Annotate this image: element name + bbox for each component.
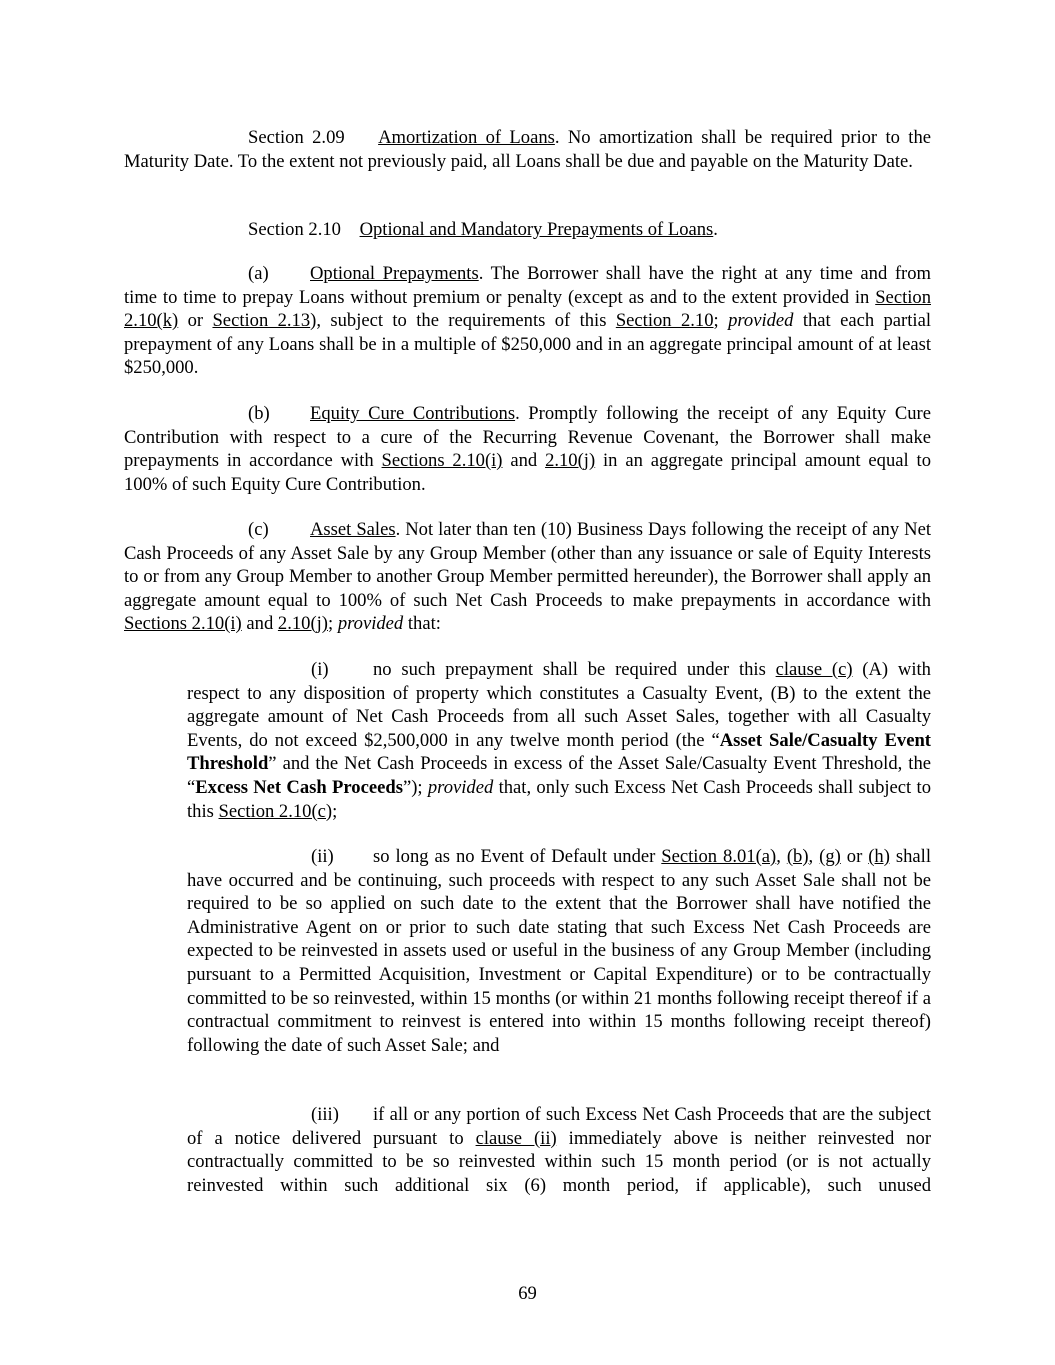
section-2-10-heading: Section 2.10 xyxy=(248,219,341,240)
section-2-09-heading: Section 2.09 xyxy=(248,127,345,148)
clause-c-ii-label: (ii) xyxy=(311,846,334,867)
paragraph-b-title: Equity Cure Contributions xyxy=(310,403,516,424)
cross-reference: Section 8.01(a) xyxy=(661,846,777,867)
clause-c-iii-label: (iii) xyxy=(311,1104,339,1125)
section-2-09-title: Amortization of Loans xyxy=(378,127,555,148)
provided-term: provided xyxy=(427,776,494,798)
paragraph-c-title: Asset Sales xyxy=(310,519,396,540)
cross-reference: clause (c) xyxy=(775,659,853,680)
section-2-09-text: . No amortization shall be required prior to the Maturity Date. To the extent not previously paid, all Loans shall be due and payable on the Maturity Date. xyxy=(124,127,931,172)
provided-term: provided xyxy=(728,310,794,332)
paragraph-b-label: (b) xyxy=(248,403,270,424)
cross-reference: (b) xyxy=(786,846,809,867)
paragraph-a-label: (a) xyxy=(248,263,269,284)
cross-reference: (h) xyxy=(868,846,890,867)
cross-reference: (g) xyxy=(819,846,841,867)
defined-term: Asset Sale/Casualty Event Threshold xyxy=(187,729,931,775)
paragraph-b: (b) Equity Cure Contributions. Promptly following the receipt of any Equity Cure Contribution with respect to a cure of the Recurring Revenue Covenant, the Borrower shall make prepayments in accordance with Sections 2.10(i) and 2.10(j) in an aggregate principal amount equal to 100% of such Equity Cure Contribution. xyxy=(124,403,931,495)
cross-reference: clause (ii) xyxy=(475,1127,557,1149)
paragraph-c: (c) Asset Sales. Not later than ten (10) Business Days following the receipt of any Net Cash Proceeds of any Asset Sale by any Group Member (other than any issuance or sale of Equity Interests to or from any Group Member to another Group Member permitted hereunder), the Borrower shall apply an aggregate amount equal to 100% of such Net Cash Proceeds to make prepayments in accordance with Sections 2.10(i) and 2.10(j); provided that: xyxy=(124,519,931,635)
paragraph-a-title: Optional Prepayments xyxy=(310,263,479,284)
clause-c-i-label: (i) xyxy=(311,659,329,680)
cross-reference: Section 2.13 xyxy=(212,310,311,332)
cross-reference: Sections 2.10(i) xyxy=(124,613,242,635)
cross-reference: Section 2.10(c); xyxy=(218,800,338,822)
clause-c-i: (i) no such prepayment shall be required under this clause (c) (A) with respect to any disposition of property which constitutes a Casualty Event, (B) to the extent the aggregate amount of Net Cash Proceeds from all such Asset Sales, together with all Casualty Events, do not exceed $2,500,000 in any twelve month period (the “Asset Sale/Casualty Event Threshold” and the Net Cash Proceeds in excess of the Asset Sale/Casualty Event Threshold, the “Excess Net Cash Proceeds”); provided that, only such Excess Net Cash Proceeds shall subject to this Section 2.10(c); xyxy=(187,659,931,822)
cross-reference: 2.10(j) xyxy=(545,450,596,472)
clause-c-ii: (ii) so long as no Event of Default under Section 8.01(a), (b), (g) or (h) shall have occurred and be continuing, such proceeds with respect to any such Asset Sale shall not be required to be so applied on such date to the extent that the Borrower shall have notified the Administrative Agent on or prior to such date stating that such Excess Net Cash Proceeds are expected to be reinvested in assets used or useful in the business of any Group Member (including pursuant to a Permitted Acquisition, Investment or Capital Expenditure) or to be contractually committed to be so reinvested, within 15 months (or within 21 months following receipt thereof if a contractual commitment to reinvest is entered into within 15 months following receipt thereof) following the date of such Asset Sale; and xyxy=(187,846,931,1056)
cross-reference: Section 2.10 xyxy=(615,310,714,332)
paragraph-c-label: (c) xyxy=(248,519,269,540)
cross-reference: 2.10(j) xyxy=(277,613,328,635)
cross-reference: Section 2.10(k) xyxy=(124,286,931,332)
cross-reference: Sections 2.10(i) xyxy=(381,450,503,472)
provided-term: provided xyxy=(337,613,404,635)
section-2-10-title: Optional and Mandatory Prepayments of Loans xyxy=(359,219,714,240)
page-number: 69 xyxy=(518,1283,537,1304)
defined-term: Excess Net Cash Proceeds xyxy=(195,776,403,798)
clause-c-iii: (iii) if all or any portion of such Excess Net Cash Proceeds that are the subject of a notice delivered pursuant to clause (ii) immediately above is neither reinvested nor contractually committed to be so reinvested within such 15 month period (or is not actually reinvested within such additional six (6) month period, if applicable), such unused xyxy=(187,1104,932,1196)
paragraph-a: (a) Optional Prepayments. The Borrower shall have the right at any time and from time to time to prepay Loans without premium or penalty (except as and to the extent provided in Section 2.10(k) or Section 2.13), subject to the requirements of this Section 2.10; provided that each partial prepayment of any Loans shall be in a multiple of $250,000 and in an aggregate principal amount of at least $250,000. xyxy=(124,263,931,379)
section-2-10: Section 2.10 Optional and Mandatory Prepayments of Loans. xyxy=(248,219,718,240)
section-2-09 xyxy=(124,126,931,173)
